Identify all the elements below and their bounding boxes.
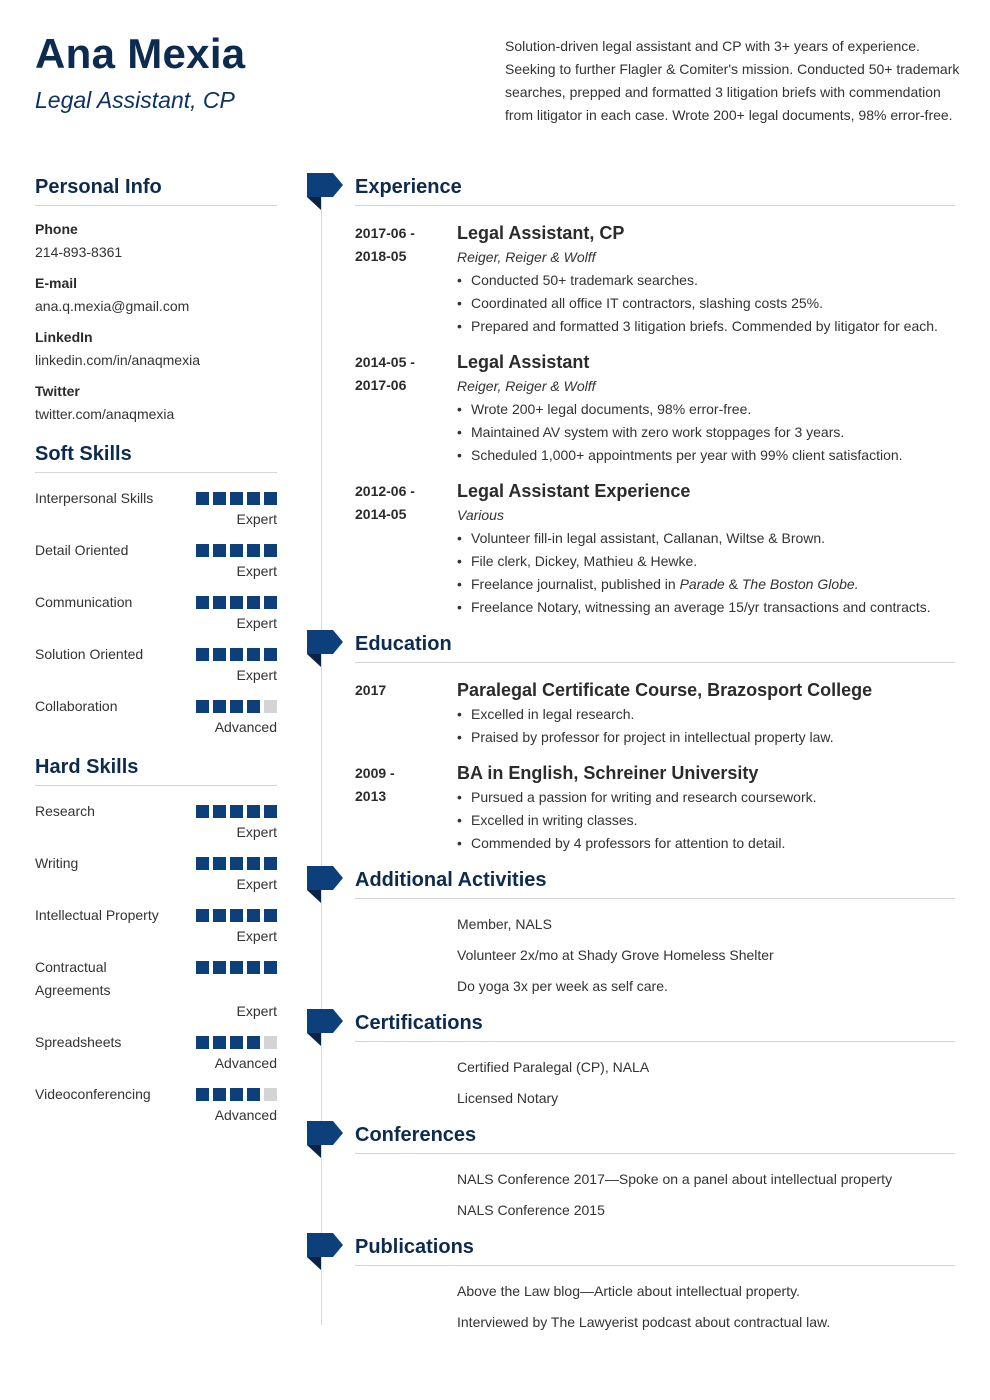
rating-square-filled bbox=[247, 857, 260, 870]
info-value: ana.q.mexia@gmail.com bbox=[35, 298, 190, 314]
rating-square-filled bbox=[213, 857, 226, 870]
skill-row bbox=[35, 539, 277, 580]
rating-square-filled bbox=[213, 596, 226, 609]
summary: Solution-driven legal assistant and CP with 3+ years of experience. Seeking to further Flagler & Comiter's mission. Conducted 50+ trademark searches, prepped and formatted 3 litigation briefs with commendation from litigator in each case. Wrote 200+ legal documents, 98% error-free. bbox=[505, 38, 960, 123]
skill-row bbox=[35, 1031, 277, 1072]
info-label: Twitter bbox=[35, 383, 80, 399]
entry bbox=[355, 349, 955, 467]
entry-company: Reiger, Reiger & Wolff bbox=[457, 378, 596, 394]
info-label: LinkedIn bbox=[35, 329, 93, 345]
list-item: Interviewed by The Lawyerist podcast about contractual law. bbox=[457, 1314, 831, 1330]
bullet-item: • Scheduled 1,000+ appointments per year with 99% client satisfaction. bbox=[457, 444, 955, 467]
list-item: Above the Law blog—Article about intellectual property. bbox=[457, 1283, 800, 1299]
entry-date bbox=[355, 762, 435, 808]
section-flag-icon bbox=[307, 1121, 343, 1159]
entry bbox=[355, 478, 955, 619]
publications-section bbox=[355, 1236, 955, 1334]
entry-bullets bbox=[457, 703, 955, 749]
bullet-item: • Pursued a passion for writing and research coursework. bbox=[457, 786, 955, 809]
info-value: linkedin.com/in/anaqmexia bbox=[35, 352, 200, 368]
bullet-item: • Freelance journalist, published in Parade & The Boston Globe. bbox=[457, 573, 955, 596]
rating-square-filled bbox=[213, 492, 226, 505]
activities-list bbox=[355, 913, 955, 998]
skill-rating bbox=[196, 596, 277, 609]
date-start: 2017-06 - bbox=[355, 225, 415, 241]
publications-list bbox=[355, 1280, 955, 1334]
skill-rating bbox=[196, 909, 277, 922]
skill-level: Expert bbox=[236, 563, 277, 579]
rating-square-filled bbox=[230, 1088, 243, 1101]
bullet-item: • Maintained AV system with zero work stoppages for 3 years. bbox=[457, 421, 955, 444]
date-end: 2014-05 bbox=[355, 506, 407, 522]
date-end: 2013 bbox=[355, 788, 387, 804]
bullet-item: • Excelled in legal research. bbox=[457, 703, 955, 726]
skill-level: Expert bbox=[236, 824, 277, 840]
certifications-section bbox=[355, 1012, 955, 1110]
skill-rating bbox=[196, 544, 277, 557]
section-flag-icon bbox=[307, 866, 343, 904]
rating-square-filled bbox=[247, 805, 260, 818]
entry-title: Legal Assistant, CP bbox=[457, 223, 625, 243]
bullet-item: • Volunteer fill-in legal assistant, Callanan, Wiltse & Brown. bbox=[457, 527, 955, 550]
skill-name: Solution Oriented bbox=[35, 646, 144, 662]
skill-row bbox=[35, 800, 277, 841]
soft-skills-heading: Soft Skills bbox=[35, 443, 277, 473]
skill-name: Spreadsheets bbox=[35, 1034, 122, 1050]
rating-square-filled bbox=[264, 648, 277, 661]
experience-section bbox=[355, 176, 955, 619]
entry bbox=[355, 760, 955, 855]
date-start: 2014-05 - bbox=[355, 354, 415, 370]
rating-square-filled bbox=[264, 909, 277, 922]
rating-square-filled bbox=[230, 492, 243, 505]
hard-skills-heading: Hard Skills bbox=[35, 756, 277, 786]
job-title: Legal Assistant, CP bbox=[35, 87, 235, 113]
bullet-item: • Freelance Notary, witnessing an average 15/yr transactions and contracts. bbox=[457, 596, 955, 619]
education-section bbox=[355, 633, 955, 855]
skill-row bbox=[35, 643, 277, 684]
personal-info-heading: Personal Info bbox=[35, 176, 277, 206]
skill-row bbox=[35, 695, 277, 736]
rating-square-filled bbox=[196, 1036, 209, 1049]
skill-row bbox=[35, 852, 277, 893]
skill-name: Contractual Agreements bbox=[35, 959, 111, 998]
rating-square-filled bbox=[213, 700, 226, 713]
skill-name: Interpersonal Skills bbox=[35, 490, 154, 506]
rating-square-filled bbox=[247, 961, 260, 974]
entry-bullets bbox=[457, 398, 955, 467]
list-item: Member, NALS bbox=[457, 916, 552, 932]
skill-name: Communication bbox=[35, 594, 133, 610]
right-column bbox=[355, 176, 955, 1348]
skill-level: Advanced bbox=[214, 1055, 277, 1071]
rating-square-filled bbox=[213, 648, 226, 661]
entry-company: Reiger, Reiger & Wolff bbox=[457, 249, 596, 265]
rating-square-filled bbox=[230, 961, 243, 974]
rating-square-filled bbox=[247, 700, 260, 713]
skill-name: Research bbox=[35, 803, 95, 819]
conferences-heading: Conferences bbox=[355, 1124, 955, 1154]
bullet-item: • Excelled in writing classes. bbox=[457, 809, 955, 832]
experience-list bbox=[355, 220, 955, 619]
rating-square-filled bbox=[196, 700, 209, 713]
skill-name: Collaboration bbox=[35, 698, 118, 714]
rating-square-filled bbox=[230, 909, 243, 922]
info-label: E-mail bbox=[35, 275, 78, 291]
rating-square-filled bbox=[247, 492, 260, 505]
activities-heading: Additional Activities bbox=[355, 869, 955, 899]
entry bbox=[355, 220, 955, 338]
entry-bullets bbox=[457, 786, 955, 855]
skill-level: Advanced bbox=[214, 1107, 277, 1123]
section-flag-icon bbox=[307, 630, 343, 668]
skill-level: Expert bbox=[236, 615, 277, 631]
certifications-list bbox=[355, 1056, 955, 1110]
rating-square-filled bbox=[264, 596, 277, 609]
activities-section bbox=[355, 869, 955, 998]
conferences-list bbox=[355, 1168, 955, 1222]
bullet-item: • Commended by 4 professors for attention to detail. bbox=[457, 832, 955, 855]
skill-rating bbox=[196, 700, 277, 713]
rating-square-filled bbox=[196, 1088, 209, 1101]
rating-square-filled bbox=[230, 544, 243, 557]
bullet-item: • Prepared and formatted 3 litigation briefs. Commended by litigator for each. bbox=[457, 315, 955, 338]
skill-row bbox=[35, 591, 277, 632]
skill-name: Videoconferencing bbox=[35, 1086, 151, 1102]
rating-square-filled bbox=[247, 596, 260, 609]
education-heading: Education bbox=[355, 633, 955, 663]
skill-name: Detail Oriented bbox=[35, 542, 129, 558]
rating-square-filled bbox=[264, 961, 277, 974]
rating-square-filled bbox=[230, 805, 243, 818]
rating-square-filled bbox=[264, 544, 277, 557]
hard-skills-list bbox=[35, 800, 277, 1124]
bullet-item: • Conducted 50+ trademark searches. bbox=[457, 269, 955, 292]
entry-company: Various bbox=[457, 507, 504, 523]
rating-square-empty bbox=[264, 1036, 277, 1049]
rating-square-filled bbox=[213, 805, 226, 818]
publications-heading: Publications bbox=[355, 1236, 955, 1266]
rating-square-filled bbox=[230, 596, 243, 609]
date-end: 2017-06 bbox=[355, 377, 407, 393]
rating-square-filled bbox=[264, 492, 277, 505]
skill-row bbox=[35, 1083, 277, 1124]
left-column bbox=[35, 176, 277, 1144]
rating-square-filled bbox=[230, 648, 243, 661]
section-flag-icon bbox=[307, 173, 343, 211]
personal-info-list bbox=[35, 220, 277, 423]
info-value: twitter.com/anaqmexia bbox=[35, 406, 175, 422]
skill-level: Expert bbox=[236, 511, 277, 527]
rating-square-empty bbox=[264, 1088, 277, 1101]
rating-square-filled bbox=[213, 1036, 226, 1049]
rating-square-filled bbox=[247, 648, 260, 661]
entry-date bbox=[355, 351, 435, 397]
bullet-item: • Wrote 200+ legal documents, 98% error-free. bbox=[457, 398, 955, 421]
skill-level: Expert bbox=[236, 1003, 277, 1019]
section-flag-icon bbox=[307, 1233, 343, 1271]
skill-name: Writing bbox=[35, 855, 79, 871]
bullet-item: • Praised by professor for project in intellectual property law. bbox=[457, 726, 955, 749]
rating-square-filled bbox=[247, 1088, 260, 1101]
rating-square-filled bbox=[196, 857, 209, 870]
rating-square-filled bbox=[213, 544, 226, 557]
entry-title: Legal Assistant Experience bbox=[457, 481, 691, 501]
skill-row bbox=[35, 956, 277, 1020]
skill-rating bbox=[196, 805, 277, 818]
section-flag-icon bbox=[307, 1009, 343, 1047]
rating-square-filled bbox=[247, 909, 260, 922]
skill-level: Expert bbox=[236, 667, 277, 683]
rating-square-filled bbox=[196, 648, 209, 661]
rating-square-filled bbox=[196, 596, 209, 609]
skill-rating bbox=[196, 492, 277, 505]
certifications-heading: Certifications bbox=[355, 1012, 955, 1042]
skill-level: Expert bbox=[236, 876, 277, 892]
rating-square-filled bbox=[196, 909, 209, 922]
rating-square-filled bbox=[264, 857, 277, 870]
date-start: 2009 - bbox=[355, 765, 395, 781]
entry-title: Legal Assistant bbox=[457, 352, 590, 372]
skill-rating bbox=[196, 961, 277, 974]
skill-rating bbox=[196, 1088, 277, 1101]
rating-square-filled bbox=[196, 961, 209, 974]
entry bbox=[355, 677, 955, 749]
rating-square-filled bbox=[213, 1088, 226, 1101]
entry-date bbox=[355, 222, 435, 268]
skill-rating bbox=[196, 857, 277, 870]
candidate-name: Ana Mexia bbox=[35, 30, 246, 77]
rating-square-filled bbox=[247, 1036, 260, 1049]
soft-skills-list bbox=[35, 487, 277, 736]
rating-square-filled bbox=[213, 909, 226, 922]
rating-square-filled bbox=[264, 805, 277, 818]
rating-square-filled bbox=[196, 544, 209, 557]
info-label: Phone bbox=[35, 221, 78, 237]
skill-level: Expert bbox=[236, 928, 277, 944]
education-list bbox=[355, 677, 955, 855]
rating-square-filled bbox=[213, 961, 226, 974]
entry-date bbox=[355, 480, 435, 526]
conferences-section bbox=[355, 1124, 955, 1222]
bullet-item: • Coordinated all office IT contractors, slashing costs 25%. bbox=[457, 292, 955, 315]
rating-square-empty bbox=[264, 700, 277, 713]
rating-square-filled bbox=[230, 857, 243, 870]
info-value: 214-893-8361 bbox=[35, 244, 123, 260]
skill-rating bbox=[196, 648, 277, 661]
skill-level: Advanced bbox=[214, 719, 277, 735]
list-item: NALS Conference 2015 bbox=[457, 1202, 605, 1218]
skill-row bbox=[35, 487, 277, 528]
entry-bullets bbox=[457, 527, 955, 619]
list-item: Licensed Notary bbox=[457, 1090, 559, 1106]
list-item: Do yoga 3x per week as self care. bbox=[457, 978, 668, 994]
entry-title: Paralegal Certificate Course, Brazosport College bbox=[457, 680, 873, 700]
rating-square-filled bbox=[196, 492, 209, 505]
rating-square-filled bbox=[230, 1036, 243, 1049]
list-item: Certified Paralegal (CP), NALA bbox=[457, 1059, 650, 1075]
entry-title: BA in English, Schreiner University bbox=[457, 763, 759, 783]
rating-square-filled bbox=[196, 805, 209, 818]
experience-heading: Experience bbox=[355, 176, 955, 206]
rating-square-filled bbox=[247, 544, 260, 557]
skill-name: Intellectual Property bbox=[35, 907, 159, 923]
skill-rating bbox=[196, 1036, 277, 1049]
entry-date bbox=[355, 679, 435, 702]
bullet-item: • File clerk, Dickey, Mathieu & Hewke. bbox=[457, 550, 955, 573]
entry-bullets bbox=[457, 269, 955, 338]
date-end: 2018-05 bbox=[355, 248, 407, 264]
list-item: NALS Conference 2017—Spoke on a panel about intellectual property bbox=[457, 1171, 893, 1187]
list-item: Volunteer 2x/mo at Shady Grove Homeless Shelter bbox=[457, 947, 774, 963]
date-start: 2017 bbox=[355, 682, 387, 698]
date-start: 2012-06 - bbox=[355, 483, 415, 499]
skill-row bbox=[35, 904, 277, 945]
rating-square-filled bbox=[230, 700, 243, 713]
